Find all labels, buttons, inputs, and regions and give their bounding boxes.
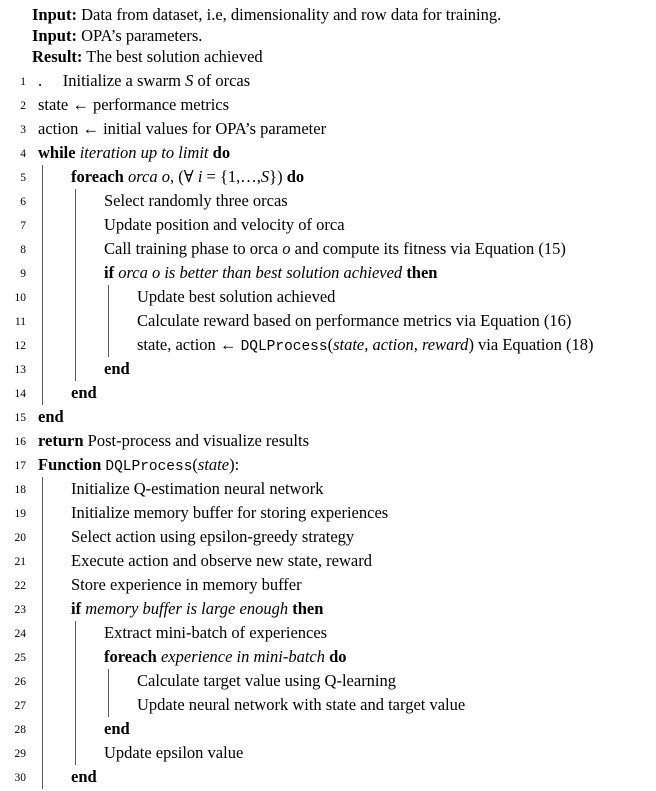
line-content — [38, 141, 230, 165]
line-token: ( — [192, 455, 198, 474]
line-number: 22 — [14, 580, 26, 592]
line-content — [137, 669, 396, 693]
line-number: 24 — [14, 628, 26, 640]
line-number: 10 — [14, 292, 26, 304]
algorithm-line — [0, 117, 656, 141]
line-token: }) — [269, 167, 287, 186]
line-number: 13 — [14, 364, 26, 376]
indent-guide — [42, 645, 43, 669]
line-number: 28 — [14, 724, 26, 736]
algorithm-line — [0, 549, 656, 573]
algorithm-line — [0, 501, 656, 525]
header-label: Result: — [32, 47, 83, 66]
line-token: experience in mini-batch — [160, 647, 325, 666]
indent-guide — [42, 285, 43, 309]
line-number: 1 — [20, 76, 26, 88]
line-content — [137, 693, 465, 717]
line-number: 19 — [14, 508, 26, 520]
line-content — [38, 405, 64, 429]
algorithm-line — [0, 669, 656, 693]
header-text: OPA’s parameters. — [76, 26, 203, 45]
line-content — [104, 213, 345, 237]
indent-guide — [108, 333, 109, 357]
algorithm-line — [0, 597, 656, 621]
line-token: S — [185, 71, 194, 90]
line-token: orca o is better than best solution achieved — [118, 263, 403, 282]
header-text: The best solution achieved — [82, 47, 263, 66]
line-token: then — [406, 263, 438, 282]
indent-guide — [42, 333, 43, 357]
indent-guide — [42, 669, 43, 693]
algorithm-line — [0, 309, 656, 333]
indent-guide — [42, 501, 43, 525]
line-token: = {1,…, — [202, 167, 261, 186]
line-token: ∀ — [183, 167, 194, 186]
line-number: 16 — [14, 436, 26, 448]
algorithm-line — [0, 69, 656, 93]
line-number: 17 — [14, 460, 26, 472]
indent-guide — [42, 525, 43, 549]
algorithm-line — [0, 573, 656, 597]
line-token: memory buffer is large enough — [85, 599, 289, 618]
line-token: Function — [38, 455, 102, 474]
line-token: ): — [229, 455, 240, 474]
line-token: i — [197, 167, 203, 186]
line-content — [38, 93, 229, 117]
indent-guide — [75, 741, 76, 765]
indent-guide — [108, 285, 109, 309]
line-number: 4 — [20, 148, 26, 160]
line-content — [71, 165, 304, 189]
indent-guide — [75, 261, 76, 285]
algorithm-line — [0, 381, 656, 405]
indent-guide — [108, 309, 109, 333]
algorithm-line — [0, 285, 656, 309]
line-content — [104, 645, 347, 669]
line-token: o — [282, 239, 291, 258]
line-content — [38, 453, 239, 477]
line-content — [104, 717, 130, 741]
line-token: if — [71, 599, 82, 618]
line-token: state, action ← — [137, 335, 241, 354]
line-number: 2 — [20, 100, 26, 112]
line-token: ) via Equation (18) — [468, 335, 594, 354]
line-token: action ← initial values for OPA’s parameter — [38, 119, 327, 138]
line-content — [104, 261, 437, 285]
line-token: while — [38, 143, 76, 162]
line-content — [71, 573, 302, 597]
line-content — [71, 549, 372, 573]
line-content — [104, 189, 288, 213]
indent-guide — [75, 693, 76, 717]
line-token: iteration up to limit — [79, 143, 209, 162]
line-content — [71, 597, 323, 621]
indent-guide — [75, 189, 76, 213]
line-token: end — [71, 383, 97, 402]
line-token: DQLProcess — [240, 339, 328, 355]
line-token: DQLProcess — [105, 459, 193, 475]
algorithm-line — [0, 453, 656, 477]
line-token: end — [104, 719, 130, 738]
line-token: end — [71, 767, 97, 786]
algorithm-line — [0, 237, 656, 261]
line-token: Update position and velocity of orca — [104, 215, 345, 234]
line-content — [71, 765, 97, 789]
line-token: Post-process and visualize results — [83, 431, 309, 450]
line-token: foreach — [71, 167, 124, 186]
line-token: of orcas — [193, 71, 251, 90]
indent-guide — [42, 621, 43, 645]
line-number: 15 — [14, 412, 26, 424]
line-token: Store experience in memory buffer — [71, 575, 302, 594]
line-token: . Initialize a swarm — [38, 71, 186, 90]
line-token: orca o — [127, 167, 170, 186]
line-token: Calculate reward based on performance metrics via Equation (16) — [137, 311, 572, 330]
indent-guide — [75, 309, 76, 333]
line-number: 14 — [14, 388, 26, 400]
line-content — [38, 429, 309, 453]
line-token: foreach — [104, 647, 157, 666]
line-number: 25 — [14, 652, 26, 664]
indent-guide — [42, 165, 43, 189]
line-content — [71, 477, 323, 501]
indent-guide — [42, 597, 43, 621]
algorithm-line — [0, 525, 656, 549]
line-token: if — [104, 263, 115, 282]
algorithm-header-line — [0, 25, 656, 46]
indent-guide — [108, 693, 109, 717]
indent-guide — [42, 189, 43, 213]
indent-guide — [75, 645, 76, 669]
algorithm-line — [0, 717, 656, 741]
algorithm-line — [0, 333, 656, 357]
algorithm-line — [0, 189, 656, 213]
line-token: state ← performance metrics — [38, 95, 230, 114]
line-content — [38, 117, 326, 141]
algorithm-header — [0, 0, 656, 67]
line-token: state, action, reward — [333, 335, 469, 354]
line-content — [104, 621, 327, 645]
line-token: end — [38, 407, 64, 426]
algorithm-line — [0, 141, 656, 165]
line-content — [104, 237, 566, 261]
line-token: Execute action and observe new state, reward — [71, 551, 372, 570]
line-token: Select action using epsilon-greedy strategy — [71, 527, 355, 546]
algorithm-line — [0, 261, 656, 285]
line-token: do — [286, 167, 305, 186]
line-token: Initialize Q-estimation neural network — [71, 479, 324, 498]
indent-guide — [75, 669, 76, 693]
line-token: Call training phase to orca — [104, 239, 283, 258]
indent-guide — [42, 573, 43, 597]
indent-guide — [42, 381, 43, 405]
line-token: Extract mini-batch of experiences — [104, 623, 328, 642]
indent-guide — [42, 477, 43, 501]
indent-guide — [42, 357, 43, 381]
line-content — [104, 741, 243, 765]
algorithm-line — [0, 429, 656, 453]
algorithm-line — [0, 621, 656, 645]
line-token: ( — [327, 335, 334, 354]
line-token: state — [197, 455, 230, 474]
line-token: , ( — [169, 167, 184, 186]
indent-guide — [42, 717, 43, 741]
line-token: S — [260, 167, 270, 186]
indent-guide — [42, 693, 43, 717]
line-token: and compute its fitness via Equation (15) — [290, 239, 566, 258]
algorithm-header-line — [0, 4, 656, 25]
line-number: 3 — [20, 124, 26, 136]
indent-guide — [75, 213, 76, 237]
indent-guide — [75, 333, 76, 357]
indent-guide — [75, 237, 76, 261]
algorithm-line — [0, 645, 656, 669]
algorithm-line — [0, 405, 656, 429]
line-number: 26 — [14, 676, 26, 688]
line-number: 20 — [14, 532, 26, 544]
line-token: do — [212, 143, 231, 162]
algorithm-line — [0, 693, 656, 717]
algorithm-line — [0, 213, 656, 237]
algorithm-line — [0, 741, 656, 765]
line-token: then — [292, 599, 324, 618]
line-number: 12 — [14, 340, 26, 352]
line-number: 27 — [14, 700, 26, 712]
line-number: 23 — [14, 604, 26, 616]
header-label: Input: — [32, 5, 77, 24]
line-token: Update epsilon value — [104, 743, 244, 762]
line-token: Select randomly three orcas — [104, 191, 288, 210]
line-content — [71, 501, 388, 525]
algorithm-line — [0, 477, 656, 501]
line-token: return — [38, 431, 84, 450]
line-token: end — [104, 359, 130, 378]
line-number: 30 — [14, 772, 26, 784]
line-number: 7 — [20, 220, 26, 232]
line-number: 11 — [14, 316, 26, 328]
algorithm-line — [0, 357, 656, 381]
line-number: 6 — [20, 196, 26, 208]
algorithm-body — [0, 69, 656, 789]
line-content — [38, 69, 250, 93]
line-number: 21 — [14, 556, 26, 568]
indent-guide — [42, 765, 43, 789]
indent-guide — [75, 717, 76, 741]
line-content — [137, 333, 594, 357]
indent-guide — [42, 261, 43, 285]
algorithm-line — [0, 165, 656, 189]
line-token: Calculate target value using Q-learning — [137, 671, 397, 690]
header-label: Input: — [32, 26, 77, 45]
line-number: 5 — [20, 172, 26, 184]
line-content — [71, 525, 354, 549]
indent-guide — [75, 357, 76, 381]
indent-guide — [75, 621, 76, 645]
algorithm-header-line — [0, 46, 656, 67]
line-number: 8 — [20, 244, 26, 256]
algorithm-line — [0, 93, 656, 117]
algorithm-line — [0, 765, 656, 789]
line-content — [137, 309, 571, 333]
line-token: Update neural network with state and target value — [137, 695, 466, 714]
indent-guide — [108, 669, 109, 693]
line-content — [71, 381, 97, 405]
indent-guide — [42, 309, 43, 333]
line-token: Initialize memory buffer for storing experiences — [71, 503, 389, 522]
header-text: Data from dataset, i.e, dimensionality and row data for training. — [76, 5, 502, 24]
line-number: 9 — [20, 268, 26, 280]
indent-guide — [42, 549, 43, 573]
line-content — [104, 357, 130, 381]
line-content — [137, 285, 335, 309]
indent-guide — [42, 213, 43, 237]
line-token: Update best solution achieved — [137, 287, 336, 306]
indent-guide — [42, 741, 43, 765]
indent-guide — [75, 285, 76, 309]
line-token: do — [329, 647, 347, 666]
line-number: 29 — [14, 748, 26, 760]
indent-guide — [42, 237, 43, 261]
line-number: 18 — [14, 484, 26, 496]
